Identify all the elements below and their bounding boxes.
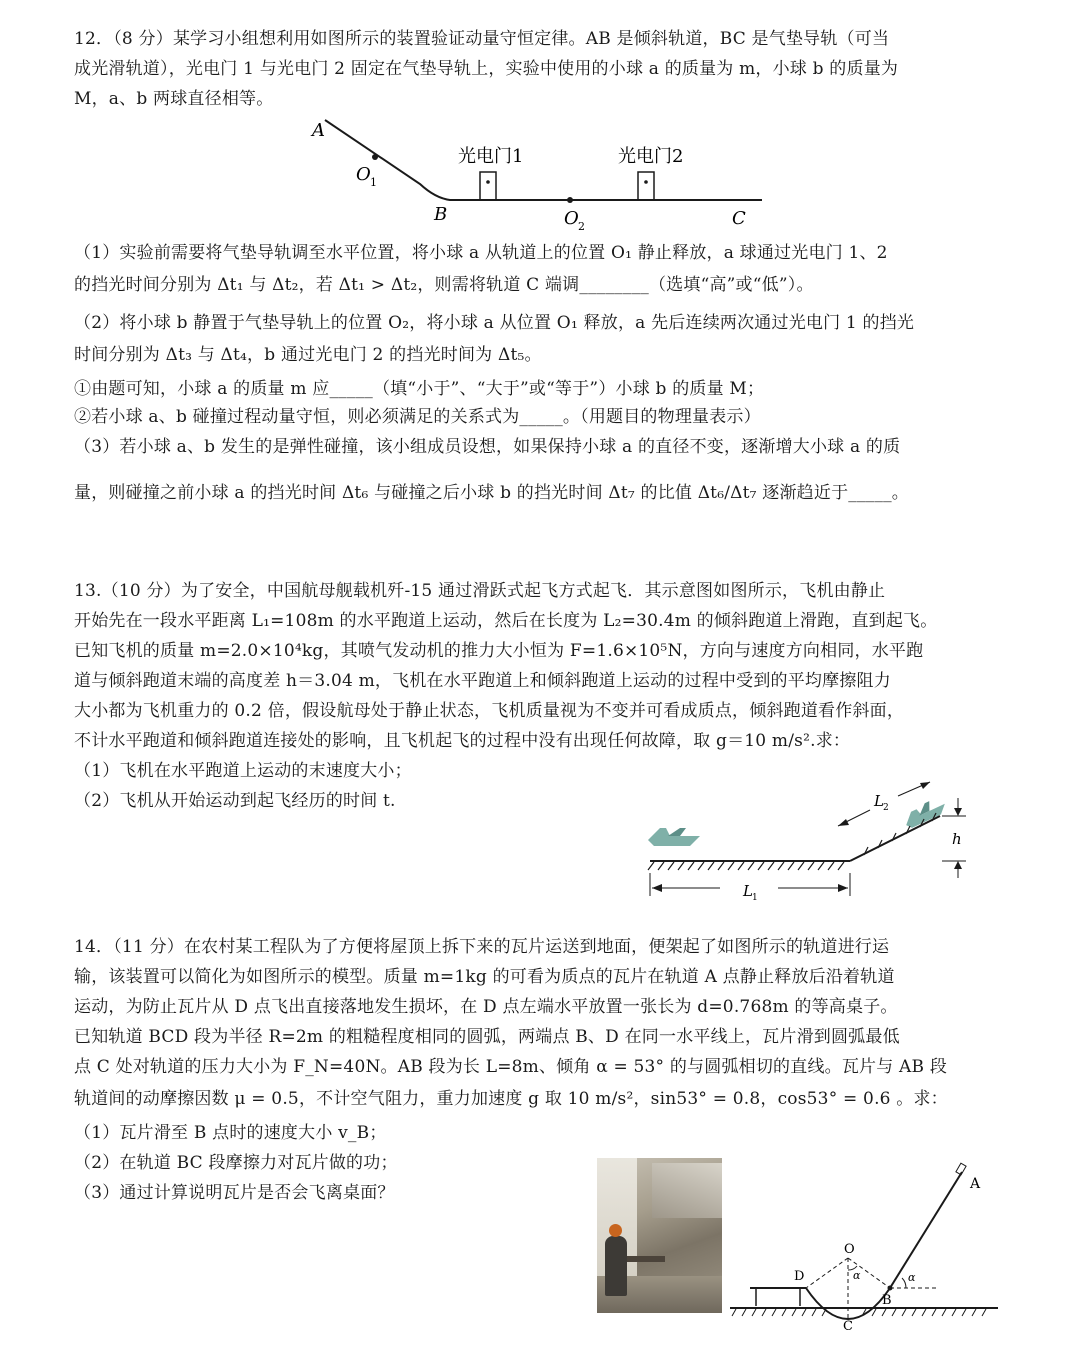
q13-line-1: 13.（10 分）为了安全，中国航母舰载机歼-15 通过滑跃式起飞方式起飞．其示意图如图所示，飞机由静止 — [74, 581, 886, 601]
q13-line-6: 不计水平跑道和倾斜跑道连接处的影响，且飞机起飞的过程中没有出现任何故障，取 g＝10 m/s².求： — [74, 731, 851, 751]
site-photo — [597, 1158, 722, 1313]
q14-line-5: 点 C 处对轨道的压力大小为 F_N=40N。AB 段为长 L=8m、倾角 α = 53° 的与圆弧相切的直线。瓦片与 AB 段 — [74, 1057, 948, 1077]
incline-ab — [890, 1172, 962, 1288]
label-c: C — [732, 208, 746, 229]
q13-line-4: 道与倾斜跑道末端的高度差 h＝3.04 m，飞机在水平跑道上和倾斜跑道上运动的过程中受到的平均摩擦阻力 — [74, 671, 891, 691]
label-a: A — [312, 120, 325, 141]
q12-part-3a: （3）若小球 a、b 发生的是弹性碰撞，该小组成员设想，如果保持小球 a 的直径不变，逐渐增大小球 a 的质 — [74, 437, 901, 457]
label-o1: O — [356, 164, 371, 185]
q14-line-6: 轨道间的动摩擦因数 μ = 0.5，不计空气阻力，重力加速度 g 取 10 m/s²，sin53° = 0.8，cos53° = 0.6 。求： — [74, 1089, 948, 1109]
q14-line-7: （1）瓦片滑至 B 点时的速度大小 v_B； — [74, 1123, 387, 1143]
label-b: B — [434, 204, 448, 225]
label-l1-sub: 1 — [752, 893, 758, 903]
gate1-label: 光电门1 — [458, 146, 524, 167]
label-o2: O — [564, 208, 579, 229]
q13-runway-diagram — [640, 778, 980, 908]
q12-part-2-sub1: ①由题可知，小球 a 的质量 m 应_____（填“小于”、“大于”或“等于”）小球 b 的质量 M； — [74, 379, 765, 399]
q14-line-2: 输，该装置可以简化为如图所示的模型。质量 m=1kg 的可看为质点的瓦片在轨道 A 点静止释放后沿着轨道 — [74, 967, 895, 987]
q12-part-3b: 量，则碰撞之前小球 a 的挡光时间 Δt₆ 与碰撞之后小球 b 的挡光时间 Δt₇ 的比值 Δt₆/Δt₇ 逐渐趋近于_____。 — [74, 483, 909, 503]
q12-track-diagram — [300, 112, 770, 234]
q12-part-1b: 的挡光时间分别为 Δt₁ 与 Δt₂，若 Δt₁ > Δt₂，则需将轨道 C 端调________（选填“高”或“低”）。 — [74, 275, 814, 295]
label-o: O — [844, 1242, 855, 1257]
label-l1: L — [743, 882, 753, 900]
label-c: C — [843, 1319, 853, 1334]
label-h: h — [952, 830, 962, 848]
label-alpha-2: α — [908, 1271, 916, 1284]
q12-line-1: 12．（8 分）某学习小组想利用如图所示的装置验证动量守恒定律。AB 是倾斜轨道，BC 是气垫导轨（可当 — [74, 29, 890, 49]
q14-line-9: （3）通过计算说明瓦片是否会飞离桌面？ — [74, 1183, 395, 1203]
q13-line-5: 大小都为飞机重力的 0.2 倍，假设航母处于静止状态，飞机质量视为不变并可看成质点，倾斜跑道看作斜面， — [74, 701, 905, 721]
q14-line-4: 已知轨道 BCD 段为半径 R=2m 的粗糙程度相同的圆弧，两端点 B、D 在同一水平线上，瓦片滑到圆弧最低 — [74, 1027, 900, 1047]
label-alpha-1: α — [853, 1269, 861, 1282]
q13-line-8: （2）飞机从开始运动到起飞经历的时间 t. — [74, 791, 396, 811]
label-a: A — [970, 1176, 981, 1192]
q12-part-2a: （2）将小球 b 静置于气垫导轨上的位置 O₂，将小球 a 从位置 O₁ 释放，a 先后连续两次通过光电门 1 的挡光 — [74, 313, 915, 333]
label-d: D — [794, 1269, 805, 1284]
label-b: B — [882, 1293, 892, 1308]
q14-line-1: 14．（11 分）在农村某工程队为了方便将屋顶上拆下来的瓦片运送到地面，便架起了如图所示的轨道进行运 — [74, 937, 890, 957]
label-o2-sub: 2 — [578, 220, 585, 233]
label-o1-sub: 1 — [370, 176, 377, 189]
point-o1 — [372, 154, 378, 160]
q13-line-2: 开始先在一段水平距离 L₁=108m 的水平跑道上运动，然后在长度为 L₂=30.4m 的倾斜跑道上滑跑，直到起飞。 — [74, 611, 938, 631]
q14-line-8: （2）在轨道 BC 段摩擦力对瓦片做的功； — [74, 1153, 398, 1173]
q12-part-2b: 时间分别为 Δt₃ 与 Δt₄，b 通过光电门 2 的挡光时间为 Δt₅。 — [74, 345, 542, 365]
q12-part-2-sub2: ②若小球 a、b 碰撞过程动量守恒，则必须满足的关系式为_____。（用题目的物理量表示） — [74, 407, 761, 427]
point-o2 — [567, 197, 573, 203]
label-l2-sub: 2 — [883, 803, 889, 813]
gate2-label: 光电门2 — [618, 146, 684, 167]
q13-line-7: （1）飞机在水平跑道上运动的末速度大小； — [74, 761, 412, 781]
q12-line-3: M，a、b 两球直径相等。 — [74, 89, 274, 109]
q13-line-3: 已知飞机的质量 m=2.0×10⁴kg，其喷气发动机的推力大小恒为 F=1.6×10⁵N，方向与速度方向相同，水平跑 — [74, 641, 924, 661]
q14-line-3: 运动，为防止瓦片从 D 点飞出直接落地发生损坏，在 D 点左端水平放置一张长为 d=0.768m 的等高桌子。 — [74, 997, 898, 1017]
plane-on-runway-icon — [648, 828, 700, 846]
q14-track-diagram — [726, 1160, 1006, 1350]
q12-line-2: 成光滑轨道），光电门 1 与光电门 2 固定在气垫导轨上，实验中使用的小球 a 的质量为 m，小球 b 的质量为 — [74, 59, 899, 79]
label-l2: L — [874, 792, 884, 810]
q12-part-1a: （1）实验前需要将气垫导轨调至水平位置，将小球 a 从轨道上的位置 O₁ 静止释放，a 球通过光电门 1、2 — [74, 243, 888, 263]
light-gate-1 — [480, 172, 496, 200]
light-gate-2 — [638, 172, 654, 200]
